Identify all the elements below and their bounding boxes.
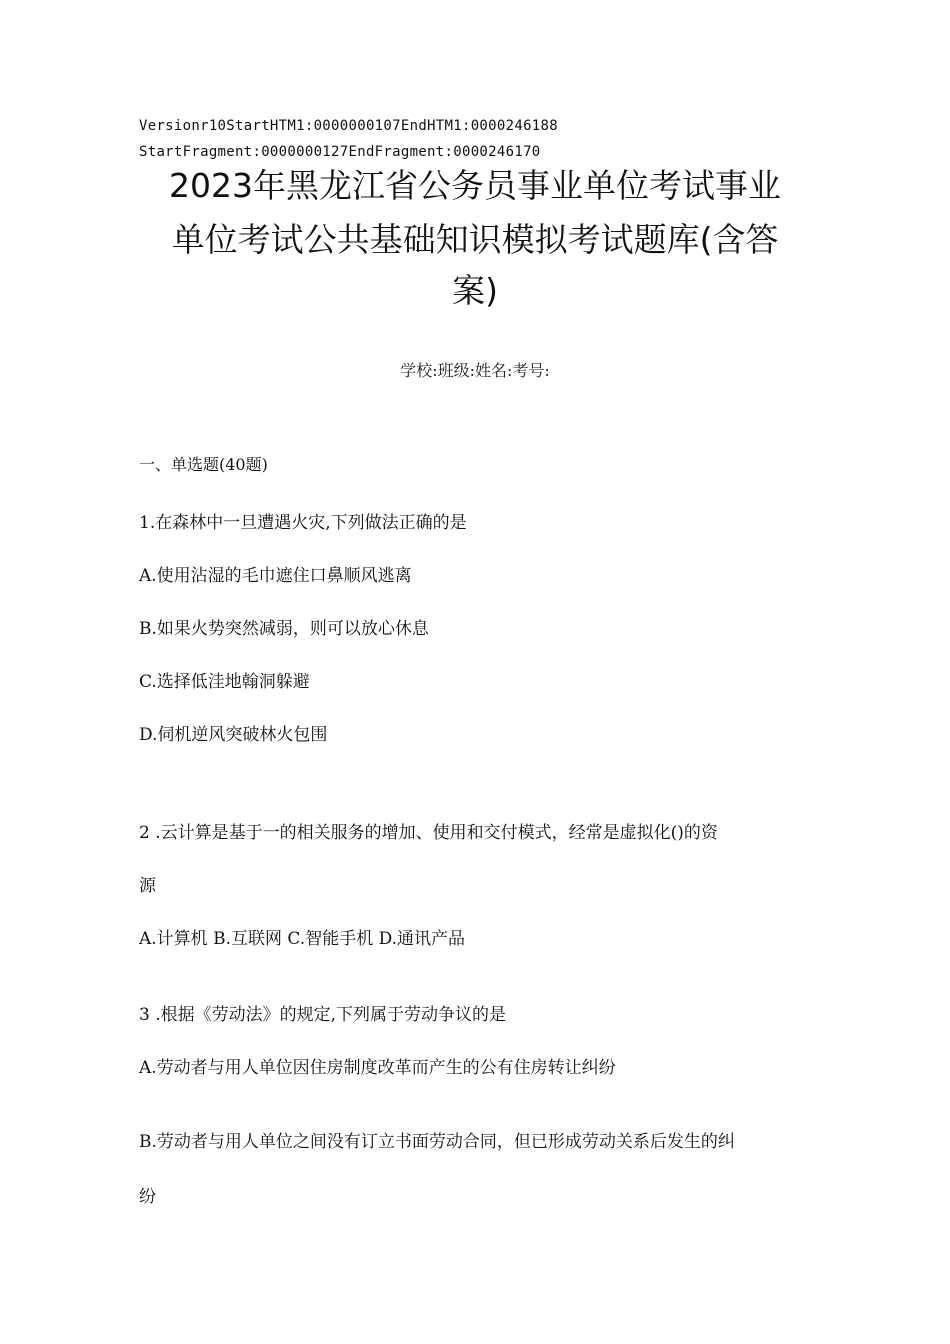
question-3-option-b-line-1: B.劳动者与用人单位之间没有订立书面劳动合同，但已形成劳动关系后发生的纠: [139, 1132, 735, 1152]
question-1-option-b: B.如果火势突然减弱，则可以放心休息: [139, 619, 429, 639]
question-2-stem-line-2: 源: [139, 876, 156, 896]
question-1-stem: 1.在森林中一旦遭遇火灾,下列做法正确的是: [139, 513, 467, 533]
header-meta-line-1: Versionr10StartHTM1:0000000107EndHTM1:0000246188: [139, 118, 558, 134]
student-info: 学校:班级:姓名:考号:: [400, 361, 550, 380]
question-3-option-b-line-2: 纷: [139, 1187, 156, 1207]
question-3-stem: 3 .根据《劳动法》的规定,下列属于劳动争议的是: [139, 1005, 507, 1025]
question-1-option-a: A.使用沾湿的毛巾遮住口鼻顺风逃离: [139, 566, 412, 586]
question-2-stem-line-1: 2 .云计算是基于一的相关服务的增加、使用和交付模式，经常是虚拟化()的资: [139, 823, 718, 843]
question-1-option-c: C.选择低洼地翰洞躲避: [139, 672, 310, 692]
section-heading: 一、单选题(40题): [139, 455, 268, 474]
document-title-line-2: 单位考试公共基础知识模拟考试题库(含答: [171, 220, 779, 259]
question-3-option-a: A.劳动者与用人单位因住房制度改革而产生的公有住房转让纠纷: [139, 1058, 616, 1078]
question-1-option-d: D.伺机逆风突破林火包围: [139, 725, 328, 745]
header-meta-line-2: StartFragment:0000000127EndFragment:0000246170: [139, 144, 541, 160]
question-2-options: A.计算机 B.互联网 C.智能手机 D.通讯产品: [139, 929, 466, 949]
document-title-line-1: 2023年黑龙江省公务员事业单位考试事业: [169, 166, 781, 205]
document-title-line-3: 案): [452, 271, 498, 310]
